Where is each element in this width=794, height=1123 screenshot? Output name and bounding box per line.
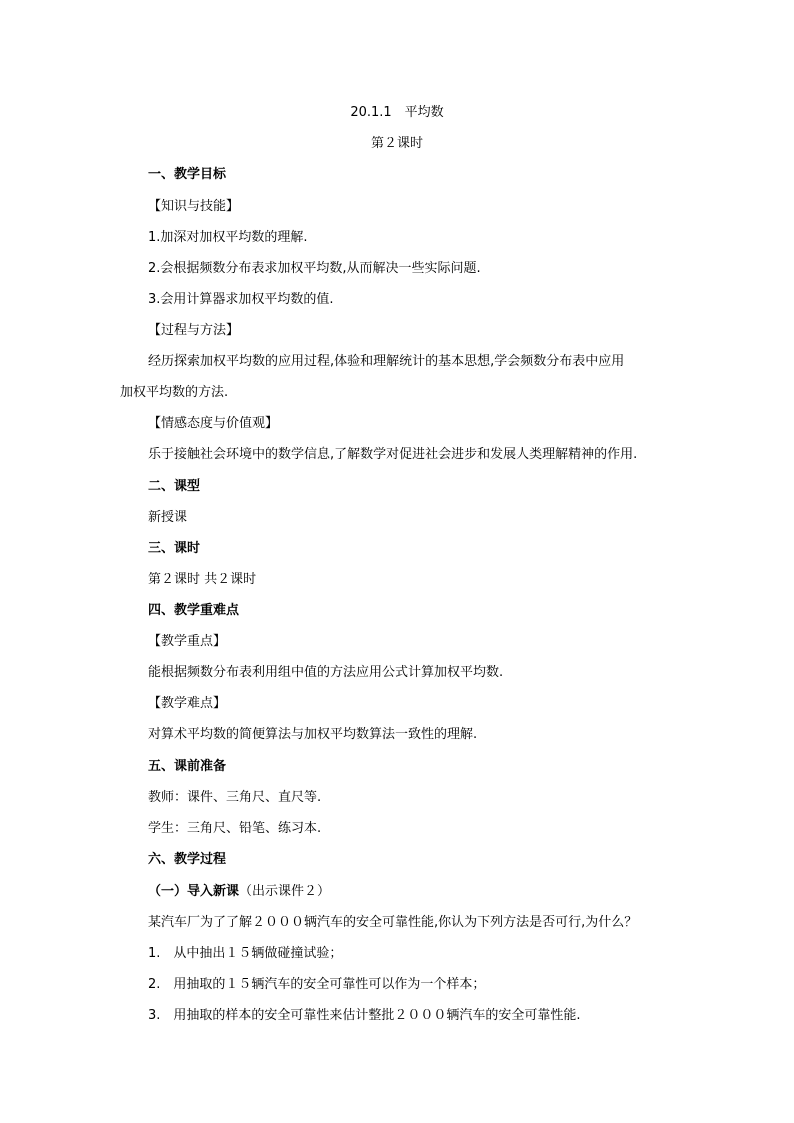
heading-teaching-process: 六、教学过程: [148, 852, 227, 867]
subheading-introduction: [148, 884, 330, 900]
heading-key-difficult-points: 四、教学重难点: [148, 603, 240, 618]
process-method-text-cont: 加权平均数的方法.: [120, 385, 229, 400]
prep-student-text: 学生：三角尺、铅笔、练习本.: [148, 821, 322, 836]
label-process-method: 【过程与方法】: [148, 323, 240, 338]
knowledge-item: 1.加深对加权平均数的理解.: [148, 230, 308, 245]
label-knowledge-skills: 【知识与技能】: [148, 199, 240, 214]
intro-step: 3. 用抽取的样本的安全可靠性来估计整批２０００辆汽车的安全可靠性能.: [148, 1008, 581, 1023]
teaching-focus-text: 能根据频数分布表利用组中值的方法应用公式计算加权平均数.: [148, 665, 504, 680]
intro-step: 2. 用抽取的１５辆汽车的安全可靠性可以作为一个样本；: [148, 977, 486, 992]
heading-lesson-type: 二、课型: [148, 479, 201, 494]
subheading-introduction-note: （出示课件２）: [239, 884, 331, 899]
intro-step: 1. 从中抽出１５辆做碰撞试验；: [148, 946, 343, 961]
heading-lesson-hours: 三、课时: [148, 541, 201, 556]
prep-teacher-text: 教师：课件、三角尺、直尺等.: [148, 790, 322, 805]
knowledge-item: 2.会根据频数分布表求加权平均数,从而解决一些实际问题.: [148, 261, 481, 276]
document-title: 20.1.1 平均数: [350, 105, 444, 120]
lesson-type-text: 新授课: [148, 510, 188, 525]
knowledge-item: 3.会用计算器求加权平均数的值.: [148, 292, 334, 307]
lesson-hours-text: 第２课时 共２课时: [148, 572, 257, 587]
heading-preparation: 五、课前准备: [148, 759, 227, 774]
label-teaching-focus: 【教学重点】: [148, 634, 227, 649]
subheading-introduction-title: （一）导入新课: [148, 884, 240, 899]
label-teaching-difficulty: 【教学难点】: [148, 696, 227, 711]
heading-objectives: 一、教学目标: [148, 167, 227, 182]
process-method-text: 经历探索加权平均数的应用过程,体验和理解统计的基本思想,学会频数分布表中应用: [148, 354, 625, 369]
teaching-difficulty-text: 对算术平均数的简便算法与加权平均数算法一致性的理解.: [148, 727, 478, 742]
intro-question-text: 某汽车厂为了了解２０００辆汽车的安全可靠性能,你认为下列方法是否可行,为什么？: [148, 915, 638, 930]
document-subtitle: 第２课时: [370, 136, 423, 151]
attitude-text: 乐于接触社会环境中的数学信息,了解数学对促进社会进步和发展人类理解精神的作用.: [148, 447, 638, 462]
label-attitude-values: 【情感态度与价值观】: [148, 416, 279, 431]
